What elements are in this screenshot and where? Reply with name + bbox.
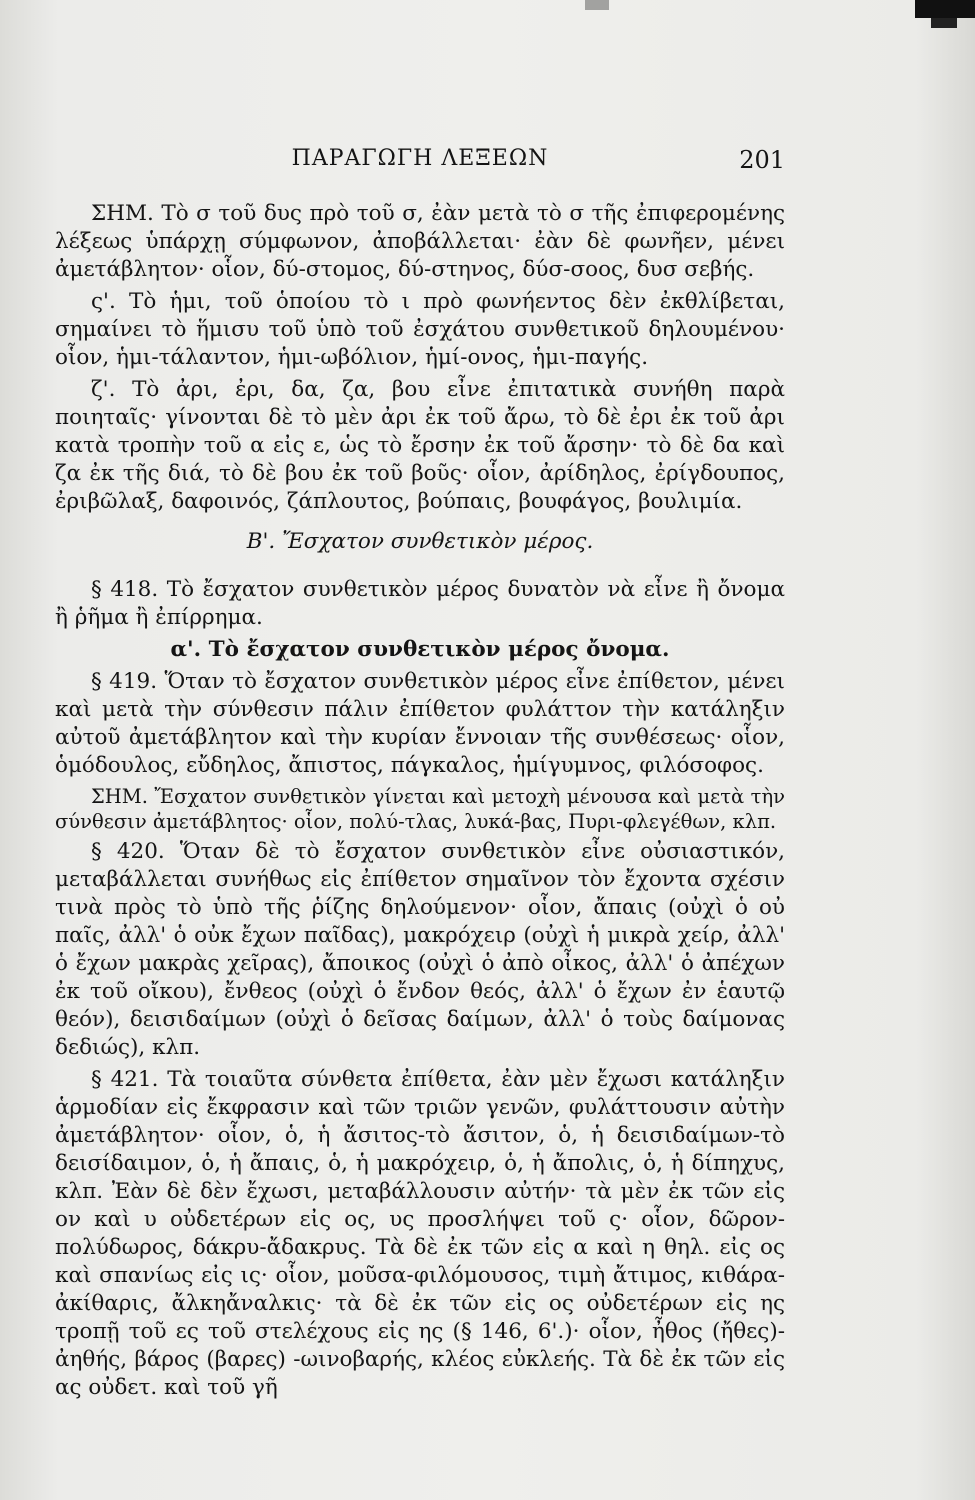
running-title: ΠΑΡΑΓΩΓΗ ΛΕΞΕΩΝ: [291, 146, 549, 171]
scan-top-smudge: [585, 0, 609, 10]
section-420: § 420. Ὅταν δὲ τὸ ἔσχατον συνθετικὸν εἶνε οὐσιαστικόν, μεταβάλλεται συνήθως εἰς ἐπίθετον σημαῖνον τὸν ἔχοντα σχέσιν τινὰ πρὸς τὸ ὑπὸ τῆς ῥίζης δηλούμενον· οἷον, ἄπαις (οὐχὶ ὁ οὐ παῖς, ἀλλ' ὁ οὐκ ἔχων παῖδας), μακρόχειρ (οὐχὶ ἡ μικρὰ χείρ, ἀλλ' ὁ ἔχων μακρὰς χεῖρας), ἄποικος (οὐχὶ ὁ ἀπὸ οἶκος, ἀλλ' ὁ ἀπέχων ἐκ τοῦ οἴκου), ἔνθεος (οὐχὶ ὁ ἔνδον θεός, ἀλλ' ὁ ἔχων ἐν ἑαυτῷ θεόν), δεισιδαίμων (οὐχὶ ὁ δεῖσας δαίμων, ἀλλ' ὁ τοὺς δαίμονας δεδιώς), κλπ.: [55, 839, 785, 1060]
scan-edge-mark: [915, 0, 975, 18]
section-421: § 421. Τὰ τοιαῦτα σύνθετα ἐπίθετα, ἐὰν μὲν ἔχωσι κατάληξιν ἁρμοδίαν εἰς ἔκφρασιν καὶ τῶν τριῶν γενῶν, φυλάττουσιν αὐτὴν ἀμετάβλητον· οἷον, ὁ, ἡ ἄσιτος-τὸ ἄσιτον, ὁ, ἡ δεισιδαίμων-τὸ δεισίδαιμον, ὁ, ἡ ἄπαις, ὁ, ἡ μακρόχειρ, ὁ, ἡ ἄπολις, ὁ, ἡ δίπηχυς, κλπ. Ἐὰν δὲ δὲν ἔχωσι, μεταβάλλουσιν αὐτήν· τὰ μὲν ἐκ τῶν εἰς ον καὶ υ οὐδετέρων εἰς ος, υς προσλήψει τοῦ ς· οἷον, δῶρον-πολύδωρος, δάκρυ-ἄδακρυς. Τὰ δὲ ἐκ τῶν εἰς α καὶ η θηλ. εἰς ος καὶ σπανίως εἰς ις· οἷον, μοῦσα-φιλόμουσος, τιμὴ ἄτιμος, κιθάρα-ἀκίθαρις, ἄλκηἄναλκις· τὰ δὲ ἐκ τῶν εἰς ος οὐδετέρων εἰς ης τροπῇ τοῦ ες τοῦ στελέχους εἰς ης (§ 146, 6'.)· οἷον, ἦθος (ἤθες)-ἀηθής, βάρος (βαρες) -ωινοβαρής, κλέος εὐκλεής. Τὰ δὲ ἐκ τῶν εἰς ας οὐδετ. καὶ τοῦ γῆ: [55, 1067, 785, 1400]
section-419: § 419. Ὅταν τὸ ἔσχατον συνθετικὸν μέρος εἶνε ἐπίθετον, μένει καὶ μετὰ τὴν σύνθεσιν πάλιν ἐπίθετον φυλάττον τὴν κατάληξιν αὐτοῦ ἀμετάβλητον καὶ τὴν κυρίαν ἔννοιαν τῆς συνθέσεως· οἷον, ὁμόδουλος, εὔδηλος, ἄπιστος, πάγκαλος, ἡμίγυμνος, φιλόσοφος.: [55, 669, 785, 778]
note-paragraph-2: ΣΗΜ. Ἔσχατον συνθετικὸν γίνεται καὶ μετοχὴ μένουσα καὶ μετὰ τὴν σύνθεσιν ἀμετάβλητος· οἷον, πολύ-τλας, λυκά-βας, Πυρι-φλεγέθων, κλπ.: [55, 785, 785, 833]
section-heading: Β'. Ἔσχατον συνθετικὸν μέρος.: [246, 529, 594, 554]
subsection-heading: α'. Τὸ ἔσχατον συνθετικὸν μέρος ὄνομα.: [170, 637, 670, 662]
page-body: [55, 200, 785, 1402]
note-paragraph: ΣΗΜ. Τὸ σ τοῦ δυς πρὸ τοῦ σ, ἐὰν μετὰ τὸ σ τῆς ἐπιφερομένης λέξεως ὑπάρχῃ σύμφωνον, ἀποβάλλεται· ἐὰν δὲ φωνῆεν, μένει ἀμετάβλητον· οἷον, δύ-στομος, δύ-στηνος, δύσ-σοος, δυσ σεβής.: [55, 201, 785, 282]
page-header: [55, 146, 785, 180]
paragraph-zeta: ζ'. Τὸ ἀρι, ἐρι, δα, ζα, βου εἶνε ἐπιτατικὰ συνήθη παρὰ ποιηταῖς· γίνονται δὲ τὸ μὲν ἀρι ἐκ τοῦ ἄρω, τὸ δὲ ἐρι ἐκ τοῦ ἀρι κατὰ τροπὴν τοῦ α εἰς ε, ὡς τὸ ἔρσην ἐκ τοῦ ἄρσην· τὸ δὲ δα καὶ ζα ἐκ τῆς διά, τὸ δὲ βου ἐκ τοῦ βοῦς· οἷον, ἀρίδηλος, ἐρίγδουπος, ἐριβῶλαξ, δαφοινός, ζάπλουτος, βούπαις, βουφάγος, βουλιμία.: [55, 377, 785, 514]
page-number: 201: [739, 146, 785, 174]
scan-edge-mark-secondary: [931, 18, 957, 28]
paragraph-stigma: ς'. Τὸ ἡμι, τοῦ ὁποίου τὸ ι πρὸ φωνήεντος δὲν ἐκθλίβεται, σημαίνει τὸ ἥμισυ τοῦ ὑπὸ τοῦ ἐσχάτου συνθετικοῦ δηλουμένου· οἷον, ἡμι-τάλαντον, ἡμι-ωβόλιον, ἡμί-ονος, ἡμι-παγής.: [55, 289, 785, 370]
section-418: § 418. Τὸ ἔσχατον συνθετικὸν μέρος δυνατὸν νὰ εἶνε ἢ ὄνομα ἢ ῥῆμα ἢ ἐπίρρημα.: [55, 577, 785, 630]
